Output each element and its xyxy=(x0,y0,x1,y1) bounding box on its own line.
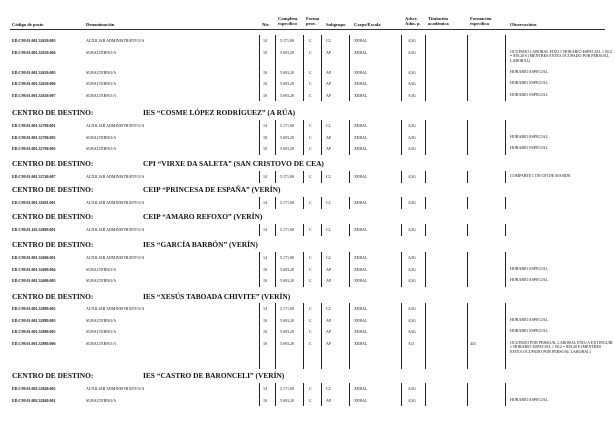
cell-forma: C xyxy=(309,266,312,272)
cell-compl: 5.693,20 xyxy=(280,266,294,272)
cell-adscr: A3G xyxy=(408,200,416,205)
cell-sub: AP xyxy=(326,69,332,75)
cell-sub: C2 xyxy=(326,123,331,128)
cell-adscr: A3G xyxy=(408,278,416,283)
cell-obs: HORARIO ESPECIAL xyxy=(510,91,548,97)
cell-forma: C xyxy=(309,317,312,323)
section-heading xyxy=(12,212,262,221)
cell-sub: AP xyxy=(326,92,332,98)
cell-denom: SUBALTERNO/A xyxy=(86,278,117,283)
cell-nivel: 10 xyxy=(263,278,267,283)
cell-corpo: XERAL xyxy=(354,227,368,232)
cell-code: ED.C99.01.001.32600.001 xyxy=(12,255,56,260)
cell-code: ED.C99.01.001.32700.003 xyxy=(12,146,56,151)
cell-code: ED.C99.01.001.32630.004 xyxy=(12,49,56,55)
cell-compl: 5.693,20 xyxy=(280,134,294,140)
cell-corpo: XERAL xyxy=(354,200,368,205)
cell-forma: C xyxy=(309,386,312,391)
cell-adscr: A3G xyxy=(408,306,416,311)
section-center-name: IES “CASTRO DE BARONCELI” (VERÍN) xyxy=(143,371,285,380)
section-heading xyxy=(12,108,295,117)
cell-code: ED.C99.01.002.32840.002 xyxy=(12,386,56,391)
cell-nivel: 14 xyxy=(263,123,267,128)
cell-nivel: 14 xyxy=(263,386,267,391)
header-complemento-line1: Complem. xyxy=(278,16,299,21)
cell-forma: C xyxy=(309,123,312,128)
cell-sub: C2 xyxy=(326,306,331,311)
cell-denom: SUBALTERNO/A xyxy=(86,146,117,151)
section-heading xyxy=(12,240,258,249)
table-row xyxy=(10,78,605,90)
section-label: CENTRO DE DESTINO: xyxy=(12,159,94,168)
header-nivel: Nív. xyxy=(262,22,270,27)
cell-compl: 5.693,20 xyxy=(280,69,294,75)
cell-forma: C xyxy=(309,340,312,346)
section-label: CENTRO DE DESTINO: xyxy=(12,292,94,301)
cell-forma: C xyxy=(309,92,312,98)
cell-nivel: 10 xyxy=(263,92,267,98)
cell-obs: OCUPADO LABORAL FIXO // HORARIO ESPECIAL // R12 = 859,20 € (MENTRES ESTEA OCUPADO POR PERSOAL LABORAL) xyxy=(510,48,612,63)
cell-code: ED.C99.01.001.32630.006 xyxy=(12,81,56,86)
section-heading xyxy=(12,371,284,380)
cell-nivel: 10 xyxy=(263,134,267,140)
table-row xyxy=(10,383,605,395)
cell-code: ED.C99.01.001.32630.005 xyxy=(12,69,56,75)
cell-compl: 5.693,20 xyxy=(280,317,294,323)
cell-sub: AP xyxy=(326,278,332,283)
table-row xyxy=(10,224,605,236)
cell-denom: SUBALTERNO/A xyxy=(86,317,117,323)
cell-nivel: 10 xyxy=(263,317,267,323)
cell-obs: HORARIO ESPECIAL xyxy=(510,80,548,85)
cell-sub: AP xyxy=(326,317,332,323)
header-forma xyxy=(306,16,319,27)
header-complemento-line2: específico xyxy=(278,21,297,27)
cell-corpo: XERAL xyxy=(354,317,368,323)
cell-forma: C xyxy=(309,227,312,232)
table-row xyxy=(10,132,605,144)
table-row xyxy=(10,90,605,102)
cell-corpo: XERAL xyxy=(354,255,368,260)
cell-forma: C xyxy=(309,200,312,205)
cell-code: ED.C99.01.001.32700.002 xyxy=(12,134,56,140)
cell-corpo: XERAL xyxy=(354,38,368,43)
section-center-name: CEIP “AMARO REFOXO” (VERÍN) xyxy=(143,212,263,221)
cell-denom: SUBALTERNO/A xyxy=(86,81,117,86)
cell-code: ED.C99.01.001.32880.002 xyxy=(12,306,56,311)
section-center-name: CEIP “PRINCESA DE ESPAÑA” (VERÍN) xyxy=(143,185,281,194)
table-row xyxy=(10,264,605,276)
cell-sub: AP xyxy=(326,49,332,55)
cell-code: ED.C99.01.002.32840.001 xyxy=(12,397,56,403)
cell-code: ED.C99.01.001.32630.007 xyxy=(12,92,56,98)
cell-obs: COMPARTE CON CPI DE MASIDE xyxy=(510,173,571,178)
cell-adscr: A3G xyxy=(408,123,416,128)
header-adscr xyxy=(405,16,421,27)
table-row xyxy=(10,47,605,67)
cell-sub: C2 xyxy=(326,227,331,232)
cell-corpo: XERAL xyxy=(354,69,368,75)
section-heading xyxy=(12,185,280,194)
cell-adscr: A3G xyxy=(408,38,416,43)
header-formacion-line1: Formación xyxy=(470,16,492,21)
cell-nivel: 10 xyxy=(263,329,267,334)
table-row xyxy=(10,395,605,407)
section-label: CENTRO DE DESTINO: xyxy=(12,185,94,194)
section-center-name: IES “XESÚS TABOADA CHIVITE” (VERÍN) xyxy=(143,292,291,301)
cell-adscr: A11 xyxy=(408,340,415,346)
cell-sub: AP xyxy=(326,81,332,86)
cell-compl: 5.693,20 xyxy=(280,146,294,151)
cell-adscr: A3G xyxy=(408,329,416,334)
cell-corpo: XERAL xyxy=(354,340,368,346)
table-row xyxy=(10,143,605,155)
section-label: CENTRO DE DESTINO: xyxy=(12,371,94,380)
cell-adscr: A3G xyxy=(408,174,416,179)
cell-compl: 5.171,00 xyxy=(280,200,294,205)
header-titulacion xyxy=(428,16,449,27)
cell-corpo: XERAL xyxy=(354,278,368,283)
cell-corpo: XERAL xyxy=(354,49,368,55)
cell-forma: C xyxy=(309,81,312,86)
table-row xyxy=(10,303,605,315)
cell-denom: SUBALTERNO/A xyxy=(86,329,117,334)
cell-code: ED.C99.01.001.32740.007 xyxy=(12,174,56,179)
header-corpo: Corpo/Escala xyxy=(354,22,381,27)
cell-adscr: A3G xyxy=(408,317,416,323)
cell-compl: 5.693,20 xyxy=(280,49,294,55)
cell-denom: AUXILIAR ADMINISTRATIVO/A xyxy=(86,306,145,311)
cell-adscr: A3G xyxy=(408,397,416,403)
cell-denom: SUBALTERNO/A xyxy=(86,69,117,75)
cell-nivel: 14 xyxy=(263,255,267,260)
cell-adscr: A3G xyxy=(408,386,416,391)
cell-compl: 5.693,20 xyxy=(280,81,294,86)
header-codigo: Código de posto xyxy=(12,22,44,27)
cell-sub: C2 xyxy=(326,255,331,260)
cell-forma: C xyxy=(309,49,312,55)
cell-forma: C xyxy=(309,69,312,75)
table-row xyxy=(10,338,605,369)
header-formacion xyxy=(470,16,491,27)
cell-compl: 5.171,00 xyxy=(280,227,294,232)
cell-adscr: A3G xyxy=(408,92,416,98)
cell-compl: 5.171,00 xyxy=(280,123,294,128)
cell-compl: 5.693,20 xyxy=(280,329,294,334)
cell-nivel: 10 xyxy=(263,81,267,86)
cell-code: ED.C99.01.001.32601.001 xyxy=(12,200,56,205)
header-adscr-line2: Adm. p. xyxy=(405,21,421,27)
table-row xyxy=(10,171,605,183)
header-denominacion: Denominación xyxy=(86,22,115,27)
cell-nivel: 14 xyxy=(263,174,267,179)
section-label: CENTRO DE DESTINO: xyxy=(12,240,94,249)
cell-denom: SUBALTERNO/A xyxy=(86,397,117,403)
cell-adscr: A3G xyxy=(408,255,416,260)
cell-obs: HORARIO ESPECIAL xyxy=(510,68,548,74)
cell-compl: 5.171,00 xyxy=(280,255,294,260)
section-label: CENTRO DE DESTINO: xyxy=(12,212,94,221)
cell-obs: HORARIO ESPECIAL xyxy=(510,396,548,402)
header-forma-line1: Forma xyxy=(306,16,320,21)
section-label: CENTRO DE DESTINO: xyxy=(12,108,94,117)
header-forma-line2: prov. xyxy=(306,21,316,27)
cell-code: ED.C99.01.001.32600.005 xyxy=(12,278,56,283)
cell-code: ED.C99.01.001.32600.004 xyxy=(12,266,56,272)
section-heading xyxy=(12,159,324,168)
cell-denom: AUXILIAR ADMINISTRATIVO/A xyxy=(86,227,145,232)
header-subgrupo: Subgrupo xyxy=(326,22,346,27)
cell-forma: C xyxy=(309,174,312,179)
header-titulacion-line1: Titulación xyxy=(428,16,449,21)
cell-nivel: 10 xyxy=(263,266,267,272)
cell-denom: SUBALTERNO/A xyxy=(86,134,117,140)
cell-sub: C2 xyxy=(326,174,331,179)
header-rule xyxy=(10,29,605,30)
cell-corpo: XERAL xyxy=(354,397,368,403)
cell-denom: AUXILIAR ADMINISTRATIVO/A xyxy=(86,174,145,179)
cell-code: ED.C99.01.102.32800.001 xyxy=(12,227,56,232)
table-row xyxy=(10,67,605,79)
table-row xyxy=(10,120,605,132)
cell-corpo: XERAL xyxy=(354,123,368,128)
cell-code: ED.C99.01.001.32630.003 xyxy=(12,38,56,43)
cell-forma: C xyxy=(309,38,312,43)
cell-adscr: A3G xyxy=(408,266,416,272)
cell-denom: AUXILIAR ADMINISTRATIVO/A xyxy=(86,255,145,260)
cell-nivel: 10 xyxy=(263,146,267,151)
cell-sub: AP xyxy=(326,146,332,151)
cell-obs: HORARIO ESPECIAL xyxy=(510,145,548,150)
cell-nivel: 14 xyxy=(263,227,267,232)
cell-compl: 5.171,00 xyxy=(280,174,294,179)
cell-corpo: XERAL xyxy=(354,386,368,391)
cell-sub: C2 xyxy=(326,38,331,43)
table-row xyxy=(10,252,605,264)
cell-compl: 5.693,20 xyxy=(280,340,294,346)
cell-adscr: A3G xyxy=(408,146,416,151)
section-center-name: IES “GARCÍA BARBÓN” (VERÍN) xyxy=(143,240,258,249)
cell-forma: C xyxy=(309,146,312,151)
cell-denom: AUXILIAR ADMINISTRATIVO/A xyxy=(86,200,145,205)
cell-denom: SUBALTERNO/A xyxy=(86,340,117,346)
table-row xyxy=(10,326,605,338)
cell-denom: AUXILIAR ADMINISTRATIVO/A xyxy=(86,386,145,391)
cell-adscr: A3G xyxy=(408,81,416,86)
section-center-name: CPI “VIRXE DA SALETA” (SAN CRISTOVO DE CEA) xyxy=(143,159,324,168)
cell-nivel: 10 xyxy=(263,49,267,55)
cell-sub: AP xyxy=(326,397,332,403)
cell-forma: C xyxy=(309,255,312,260)
header-formacion-line2: específica xyxy=(470,21,489,27)
cell-compl: 5.693,20 xyxy=(280,92,294,98)
cell-corpo: XERAL xyxy=(354,134,368,140)
cell-compl: 5.693,20 xyxy=(280,278,294,283)
cell-obs: HORARIO ESPECIAL xyxy=(510,133,548,139)
cell-forma: C xyxy=(309,306,312,311)
cell-adscr: A3G xyxy=(408,49,416,55)
cell-code: ED.C99.01.001.32880.006 xyxy=(12,340,56,346)
section-center-name: IES “COSME LÓPEZ RODRÍGUEZ” (A RÚA) xyxy=(143,108,296,117)
cell-code: ED.C99.01.001.32880.005 xyxy=(12,329,56,334)
cell-code: ED.C99.01.001.32880.003 xyxy=(12,317,56,323)
cell-code: ED.C99.01.001.32700.001 xyxy=(12,123,56,128)
cell-denom: SUBALTERNO/A xyxy=(86,49,117,55)
cell-nivel: 10 xyxy=(263,340,267,346)
header-observacions: Observacións xyxy=(510,22,537,27)
cell-adscr: A3G xyxy=(408,227,416,232)
cell-nivel: 14 xyxy=(263,38,267,43)
cell-nivel: 14 xyxy=(263,306,267,311)
cell-denom: SUBALTERNO/A xyxy=(86,266,117,272)
table-row xyxy=(10,315,605,327)
cell-forma: C xyxy=(309,329,312,334)
cell-sub: C2 xyxy=(326,200,331,205)
section-heading xyxy=(12,292,290,301)
cell-sub: C2 xyxy=(326,386,331,391)
cell-form: 441 xyxy=(470,340,476,346)
table-row xyxy=(10,275,605,287)
cell-corpo: XERAL xyxy=(354,81,368,86)
cell-compl: 5.693,20 xyxy=(280,397,294,403)
cell-compl: 5.171,00 xyxy=(280,306,294,311)
cell-obs: HORARIO ESPECIAL xyxy=(510,328,548,333)
header-titulacion-line2: académica xyxy=(428,21,449,27)
cell-corpo: XERAL xyxy=(354,306,368,311)
cell-sub: AP xyxy=(326,340,332,346)
cell-corpo: XERAL xyxy=(354,329,368,334)
cell-sub: AP xyxy=(326,266,332,272)
cell-corpo: XERAL xyxy=(354,92,368,98)
cell-sub: AP xyxy=(326,134,332,140)
cell-obs: OCUPADO POR PERSOAL LABORAL FIXO A EXTINGUIR // HORARIO ESPECIAL // R12 = 859,20 € (MENTRES ESTEA OCUPADO POR PERSOAL LABORAL) xyxy=(510,339,613,354)
header-adscr-line1: Adscr. xyxy=(405,16,418,21)
cell-nivel: 10 xyxy=(263,397,267,403)
cell-nivel: 14 xyxy=(263,200,267,205)
cell-forma: C xyxy=(309,278,312,283)
cell-forma: C xyxy=(309,134,312,140)
cell-compl: 5.171,00 xyxy=(280,38,294,43)
cell-obs: HORARIO ESPECIAL xyxy=(510,316,548,322)
cell-forma: C xyxy=(309,397,312,403)
cell-denom: AUXILIAR ADMINISTRATIVO/A xyxy=(86,38,145,43)
cell-nivel: 10 xyxy=(263,69,267,75)
cell-sub: AP xyxy=(326,329,332,334)
cell-denom: AUXILIAR ADMINISTRATIVO/A xyxy=(86,123,145,128)
cell-denom: SUBALTERNO/A xyxy=(86,92,117,98)
table-row xyxy=(10,35,605,47)
cell-obs: HORARIO ESPECIAL xyxy=(510,265,548,271)
header-complemento xyxy=(278,16,298,27)
cell-adscr: A3G xyxy=(408,69,416,75)
cell-corpo: XERAL xyxy=(354,266,368,272)
table-row xyxy=(10,197,605,209)
cell-adscr: A3G xyxy=(408,134,416,140)
cell-obs: HORARIO ESPECIAL xyxy=(510,277,548,282)
cell-corpo: XERAL xyxy=(354,146,368,151)
cell-corpo: XERAL xyxy=(354,174,368,179)
cell-compl: 5.171,00 xyxy=(280,386,294,391)
